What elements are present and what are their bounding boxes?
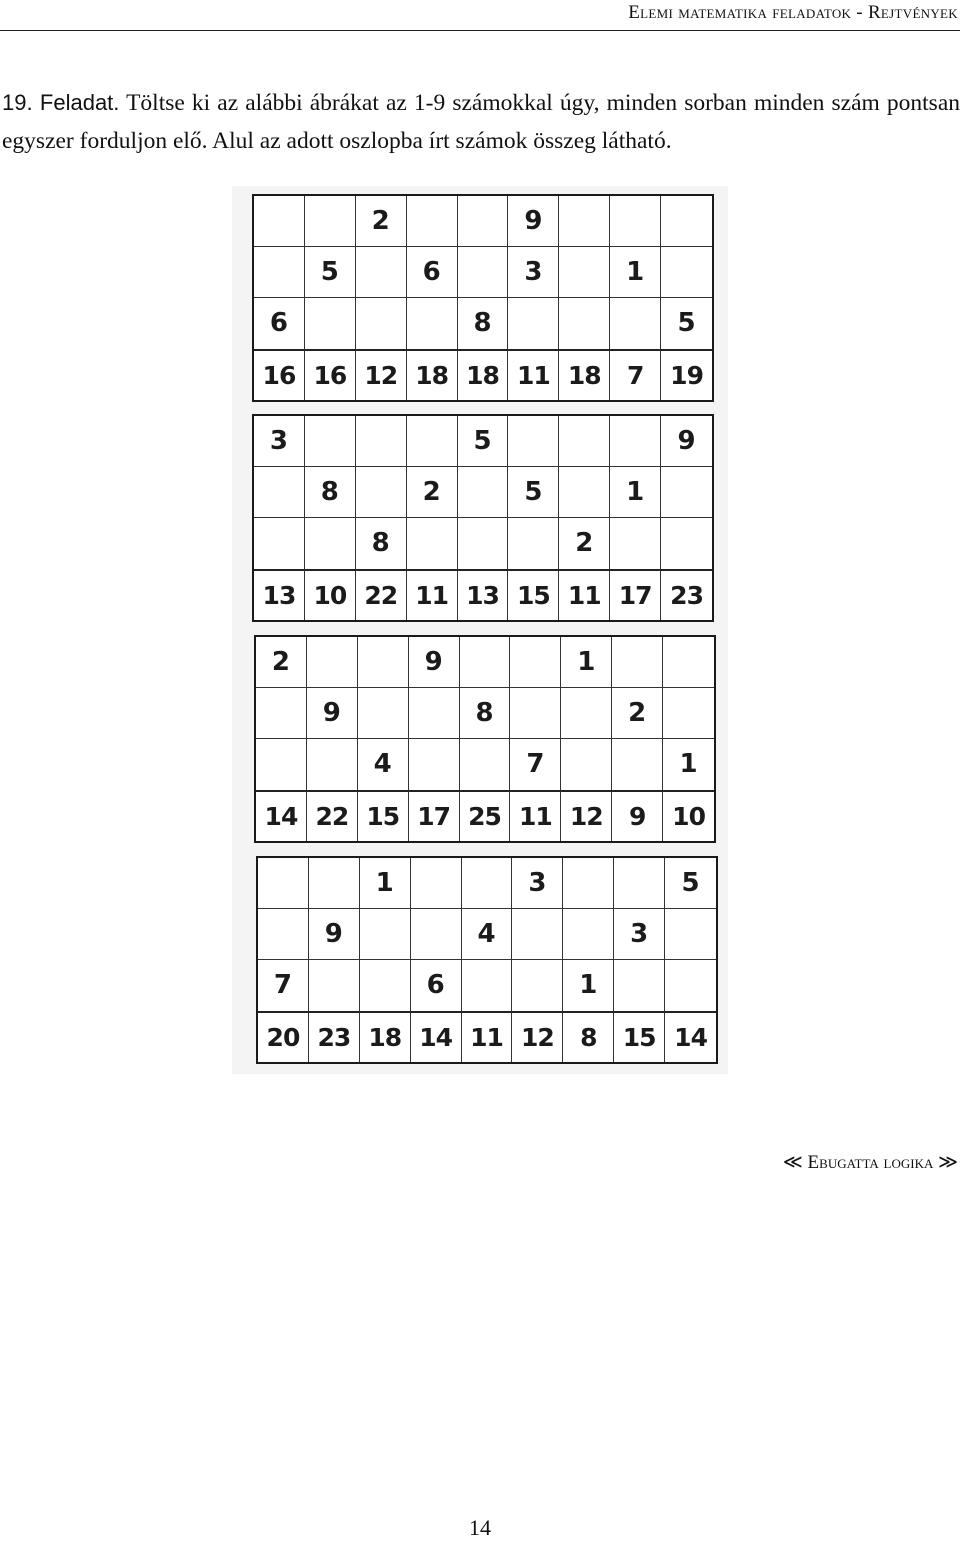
column-sum: 11: [407, 569, 458, 620]
column-sum: 12: [356, 349, 407, 400]
grid-cell: [358, 637, 409, 688]
column-sum: 23: [661, 569, 712, 620]
column-sum: 11: [559, 569, 610, 620]
grid-cell: 5: [305, 247, 356, 298]
grid-cell: 2: [256, 637, 307, 688]
grid-cell: [612, 739, 663, 790]
column-sum: 25: [460, 790, 511, 841]
grid-cell: [356, 247, 407, 298]
grid-cell: [258, 909, 309, 960]
column-sum: 11: [508, 349, 559, 400]
column-sum: 17: [610, 569, 661, 620]
grid-cell: [256, 739, 307, 790]
grid-cell: 5: [677, 308, 696, 339]
grid-cell: 3: [508, 247, 559, 298]
grid-cell: [254, 196, 305, 247]
grid-cell: [411, 858, 462, 909]
grid-cell: [458, 247, 509, 298]
grid-cell: [407, 298, 458, 349]
grid-cell: [512, 909, 563, 960]
column-sum: 14: [256, 790, 307, 841]
grid-cell: 1: [360, 858, 411, 909]
column-sum: 12: [561, 790, 612, 841]
column-sum: 18: [458, 349, 509, 400]
column-sum: 23: [309, 1011, 360, 1062]
grid-cell: 1: [563, 960, 614, 1011]
puzzle-grid: [256, 856, 718, 1064]
grid-cell: 6: [254, 298, 305, 349]
grid-cell: [661, 196, 712, 247]
grid-cell: 5: [665, 858, 716, 909]
column-sum: 9: [612, 790, 663, 841]
grid-cell: [510, 637, 561, 688]
grid-cell: [407, 518, 458, 569]
grid-cell: [610, 196, 661, 247]
grid-cell: [258, 858, 309, 909]
grid-cell: [356, 467, 407, 518]
column-sum: 14: [665, 1011, 716, 1062]
grid-cell: [309, 960, 360, 1011]
grid-cell: [663, 688, 714, 739]
grid-cell: [409, 688, 460, 739]
grid-cell: 8: [460, 688, 511, 739]
grid-cell: [512, 960, 563, 1011]
grid-cell: 2: [559, 518, 610, 569]
grid-cell: [462, 960, 513, 1011]
grid-cell: [661, 518, 712, 569]
column-sum: 18: [360, 1011, 411, 1062]
grid-cell: [610, 518, 661, 569]
grid-cell: 6: [407, 247, 458, 298]
grid-cell: [458, 467, 509, 518]
grid-cell: [358, 688, 409, 739]
grid-cell: 4: [358, 739, 409, 790]
grid-cell: [462, 858, 513, 909]
column-sum: 20: [258, 1011, 309, 1062]
grid-cell: [305, 298, 356, 349]
column-sum: 18: [407, 349, 458, 400]
grid-cell: [254, 467, 305, 518]
grid-cell: [254, 518, 305, 569]
column-sum: 22: [307, 790, 358, 841]
grid-cell: 5: [508, 467, 559, 518]
grid-cell: 9: [409, 637, 460, 688]
grid-cell: 7: [510, 739, 561, 790]
page-number: 14: [469, 1515, 491, 1540]
grid-cell: [460, 637, 511, 688]
grid-cell: [508, 298, 559, 349]
grid-cell: 2: [356, 196, 407, 247]
grid-cell: [559, 196, 610, 247]
grid-cell: [254, 247, 305, 298]
column-sum: 8: [563, 1011, 614, 1062]
grid-cell: [360, 909, 411, 960]
grid-cell: 8: [458, 298, 509, 349]
task-text: Töltse ki az alábbi ábrákat az 1-9 számokkal úgy, minden sorban minden szám pontsan egyszer forduljon elő. Alul az adott oszlopba írt számok összeg látható.: [2, 90, 960, 154]
grid-cell: [508, 518, 559, 569]
grid-cell: [661, 247, 712, 298]
column-sum: 22: [356, 569, 407, 620]
column-sum: 15: [614, 1011, 665, 1062]
grid-cell: 9: [661, 416, 712, 467]
grid-cell: [458, 196, 509, 247]
column-sum: 16: [305, 349, 356, 400]
grid-cell: 9: [508, 196, 559, 247]
column-sum: 10: [663, 790, 714, 841]
task-statement: [2, 84, 960, 160]
grid-cell: [561, 688, 612, 739]
grid-cell: [307, 637, 358, 688]
column-sum: 14: [411, 1011, 462, 1062]
grid-cell: [559, 247, 610, 298]
puzzle-grid: [252, 414, 714, 622]
chapter-footer: ≪ Ebugatta logika ≫: [782, 1152, 958, 1173]
grid-cell: [614, 960, 665, 1011]
grid-cell: [612, 637, 663, 688]
column-sum: 17: [409, 790, 460, 841]
grid-cell: 2: [407, 467, 458, 518]
grid-cell: 1: [561, 637, 612, 688]
grid-cell: [360, 960, 411, 1011]
grid-cell: 3: [512, 858, 563, 909]
grid-cell: [510, 688, 561, 739]
column-sum: 10: [305, 569, 356, 620]
grid-cell: [563, 909, 614, 960]
grid-cell: 1: [610, 467, 661, 518]
grid-cell: [559, 467, 610, 518]
grid-cell: [409, 739, 460, 790]
grid-cell: [458, 518, 509, 569]
grid-cell: [356, 416, 407, 467]
column-sum: 7: [610, 349, 661, 400]
grid-cell: [665, 960, 716, 1011]
grid-cell: 3: [254, 416, 305, 467]
grid-cell: [563, 858, 614, 909]
grid-cell: [305, 416, 356, 467]
column-sum: 11: [510, 790, 561, 841]
grid-cell: 8: [305, 467, 356, 518]
column-sum: 15: [358, 790, 409, 841]
grid-cell: 2: [612, 688, 663, 739]
scanned-puzzles: [232, 186, 728, 1074]
grid-cell: [508, 416, 559, 467]
grid-cell: [407, 416, 458, 467]
grid-cell: [256, 688, 307, 739]
grid-cell: 9: [309, 909, 360, 960]
grid-cell: [307, 739, 358, 790]
grid-cell: [309, 858, 360, 909]
grid-cell: 3: [614, 909, 665, 960]
column-sum: 13: [254, 569, 305, 620]
grid-cell: [661, 467, 712, 518]
grid-cell: 1: [679, 749, 698, 780]
grid-cell: 8: [356, 518, 407, 569]
column-sum: 13: [458, 569, 509, 620]
grid-cell: [559, 416, 610, 467]
grid-cell: [665, 909, 716, 960]
column-sum: 19: [661, 349, 712, 400]
column-sum: 15: [508, 569, 559, 620]
grid-cell: [460, 739, 511, 790]
task-label: 19. Feladat.: [2, 90, 120, 115]
column-sum: 16: [254, 349, 305, 400]
grid-cell: [663, 637, 714, 688]
grid-cell: [614, 858, 665, 909]
grid-cell: 4: [462, 909, 513, 960]
puzzle-grid: [252, 194, 714, 402]
grid-cell: [356, 298, 407, 349]
column-sum: 18: [559, 349, 610, 400]
column-sum: 11: [462, 1011, 513, 1062]
grid-cell: [305, 518, 356, 569]
grid-cell: [610, 298, 661, 349]
grid-cell: [561, 739, 612, 790]
grid-cell: [411, 909, 462, 960]
puzzle-grid: [254, 635, 716, 843]
column-sum: 12: [512, 1011, 563, 1062]
grid-cell: 6: [411, 960, 462, 1011]
running-header: Elemi matematika feladatok - Rejtvények: [628, 2, 958, 23]
grid-cell: 1: [610, 247, 661, 298]
grid-cell: [559, 298, 610, 349]
grid-cell: 5: [458, 416, 509, 467]
grid-cell: [305, 196, 356, 247]
header-rule: [0, 30, 960, 31]
grid-cell: [407, 196, 458, 247]
grid-cell: 7: [258, 960, 309, 1011]
grid-cell: [610, 416, 661, 467]
grid-cell: 9: [307, 688, 358, 739]
